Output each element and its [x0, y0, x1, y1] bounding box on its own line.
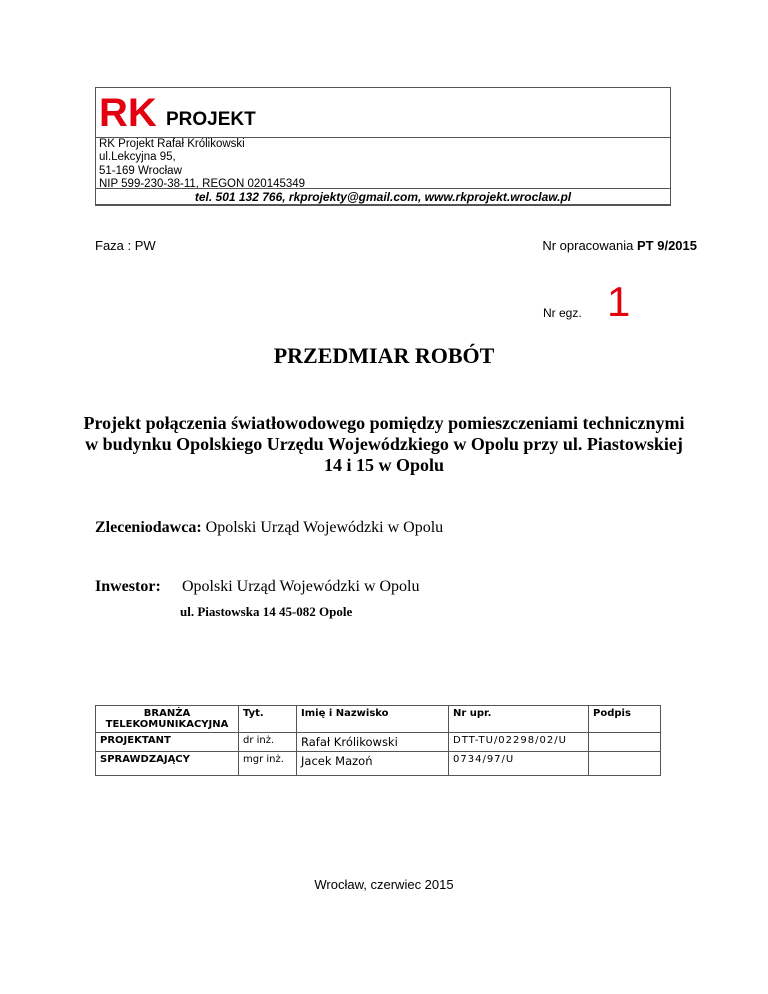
- study-number-value: PT 9/2015: [637, 238, 697, 253]
- investor-value: Opolski Urząd Wojewódzki w Opolu: [182, 578, 420, 595]
- copy-number-value: 1: [607, 278, 631, 325]
- logo-rk: RK: [99, 91, 157, 135]
- row-title: dr inż.: [239, 733, 297, 752]
- copy-number-label: Nr egz.: [543, 306, 582, 320]
- row-license: DTT-TU/02298/02/U: [449, 733, 589, 752]
- document-title: PRZEDMIAR ROBÓT: [273, 343, 495, 368]
- row-license: 0734/97/U: [449, 752, 589, 776]
- study-number-label: Nr opracowania: [542, 238, 634, 253]
- client-label: Zleceniodawca:: [95, 519, 202, 536]
- investor: [95, 578, 420, 596]
- company-name: RK Projekt Rafał Królikowski: [99, 138, 245, 150]
- client: [95, 519, 443, 537]
- logo-row: [96, 88, 670, 138]
- header-license: Nr upr.: [449, 706, 589, 733]
- investor-label: Inwestor:: [95, 578, 161, 595]
- phase: Faza : PW: [95, 238, 156, 253]
- company-address: [99, 138, 305, 191]
- study-number: [542, 238, 697, 253]
- table-row: [96, 733, 661, 752]
- company-contact: tel. 501 132 766, rkprojekty@gmail.com, www.rkprojekt.wroclaw.pl: [95, 188, 671, 205]
- row-name: Rafał Królikowski: [297, 733, 449, 752]
- company-ids: NIP 599-230-38-11, REGON 020145349: [99, 177, 306, 190]
- client-value: Opolski Urząd Wojewódzki w Opolu: [205, 519, 444, 536]
- header-name: Imię i Nazwisko: [297, 706, 449, 733]
- team-table: [95, 705, 661, 776]
- company-city: 51-169 Wrocław: [99, 164, 182, 177]
- row-role: SPRAWDZAJĄCY: [96, 752, 239, 776]
- row-signature: [589, 752, 661, 776]
- table-row: [96, 752, 661, 776]
- investor-address: ul. Piastowska 14 45-082 Opole: [180, 604, 353, 619]
- row-role: PROJEKTANT: [96, 733, 239, 752]
- header-signature: Podpis: [589, 706, 661, 733]
- row-title: mgr inż.: [239, 752, 297, 776]
- row-name: Jacek Mazoń: [297, 752, 449, 776]
- table-header-row: [96, 706, 661, 733]
- company-street: ul.Lekcyjna 95,: [99, 151, 176, 164]
- logo-projekt: PROJEKT: [166, 109, 256, 130]
- place-date: Wrocław, czerwiec 2015: [314, 877, 454, 892]
- row-signature: [589, 733, 661, 752]
- header-branch: BRANŻA TELEKOMUNIKACYJNA: [96, 706, 239, 733]
- header-title: Tyt.: [239, 706, 297, 733]
- document-subtitle: Projekt połączenia światłowodowego pomiędzy pomieszczeniami technicznymi w budynku Opolskiego Urzędu Wojewódzkiego w Opolu przy ul. Piastowskiej 14 i 15 w Opolu: [83, 413, 685, 475]
